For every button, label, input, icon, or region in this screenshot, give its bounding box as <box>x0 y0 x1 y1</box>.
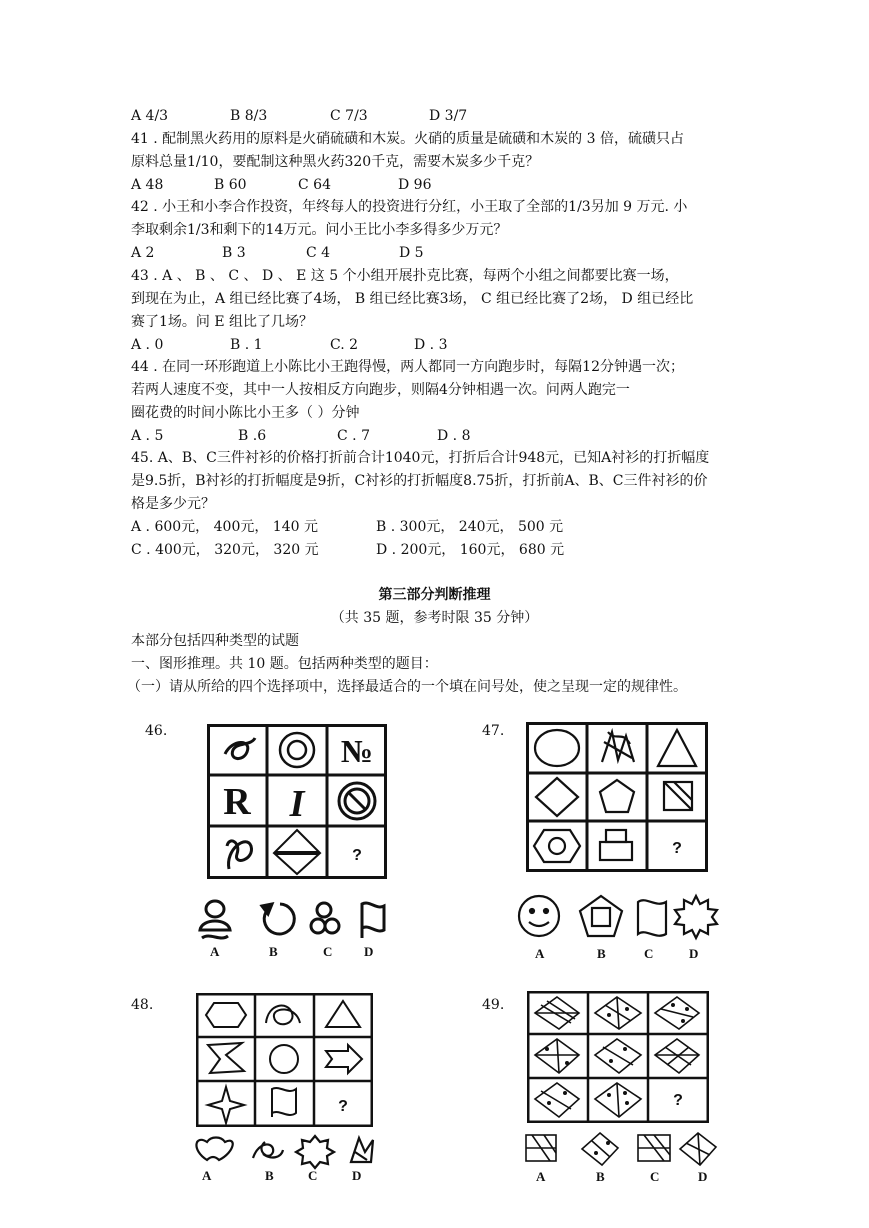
q47-number: 47. <box>482 723 505 739</box>
q49-grid <box>527 991 709 1123</box>
q48-answer-label-c: C <box>308 1168 318 1183</box>
q41-text-line2: 原料总量1/10，要配制这种黑火药320千克，需要木炭多少千克？ <box>131 154 540 170</box>
q47-triangle-shape <box>658 730 696 766</box>
q47-answer-b-pentagon <box>580 896 622 936</box>
q48-question-mark: ? <box>338 1098 348 1115</box>
q42-text-line2: 李取剩余1/3和剩下的14万元。问小王比小李多得多少万元？ <box>131 222 508 238</box>
q49-answer-label-b: B <box>596 1169 605 1184</box>
q49-tile-4 <box>535 1039 579 1073</box>
q48-answer-label-a: A <box>202 1168 212 1183</box>
q43-option-b: B . 1 <box>230 337 263 353</box>
q43-text-line3: 赛了1场。问 E 组比了几场？ <box>131 314 314 330</box>
q45-text-line2: 是9.5折，B衬衫的打折幅度是9折，C衬衫的打折幅度8.75折，打折前A、B、C三件衬衫的价 <box>131 473 708 489</box>
q45-text-line1: 45. A、B、C三件衬衫的价格打折前合计1040元，打折后合计948元，已知A衬衫的打折幅度 <box>131 450 710 466</box>
q49-tile-5 <box>595 1039 641 1073</box>
q48-zigzag-shape <box>208 1043 244 1073</box>
q47-split-square-shape <box>664 782 692 810</box>
q44-text-line3: 圈花费的时间小陈比小王多（ ）分钟 <box>131 405 360 421</box>
q40-option-c: C 7/3 <box>330 108 368 124</box>
q49-number: 49. <box>482 997 505 1013</box>
section-title: 第三部分判断推理 <box>378 587 491 603</box>
section-part1: 一、图形推理。共 10 题。包括两种类型的题目： <box>131 656 438 672</box>
q47-diamond-shape <box>536 778 578 816</box>
q48-answer-a-heart <box>196 1138 232 1161</box>
section-subtitle: （共 35 题，参考时限 35 分钟） <box>330 610 539 626</box>
q48-grid <box>196 993 373 1127</box>
q46-answers <box>190 896 400 960</box>
q46-number: 46. <box>145 723 168 739</box>
q41-option-b: B 60 <box>214 177 247 193</box>
q45-option-d: D . 200元， 160元， 680 元 <box>376 542 565 558</box>
q41-option-c: C 64 <box>298 177 331 193</box>
q46-triangles-symbol <box>275 830 319 874</box>
q43-text-line2: 到现在为止，A 组已经比赛了4场， B 组已经比赛3场， C 组已经比赛了2场， D 组已经比 <box>131 291 694 307</box>
q45-text-line3: 格是多少元？ <box>131 496 215 512</box>
q44-text-line1: 44 . 在同一环形跑道上小陈比小王跑得慢，两人都同一方向跑步时，每隔12分钟遇一次； <box>131 359 684 375</box>
q46-double-circle-symbol <box>280 733 314 767</box>
q48-answer-c-star <box>296 1136 334 1168</box>
q49-question-mark: ? <box>673 1092 683 1109</box>
q45-option-c: C . 400元， 320元， 320 元 <box>131 542 319 558</box>
q49-answer-c-tile <box>638 1135 670 1161</box>
q43-option-c: C. 2 <box>330 337 359 353</box>
q49-answer-b-tile <box>582 1133 618 1165</box>
q41-option-a: A 48 <box>131 177 164 193</box>
q40-option-b: B 8/3 <box>230 108 268 124</box>
q44-text-line2: 若两人速度不变，其中一人按相反方向跑步，则隔4分钟相遇一次。问两人跑完一 <box>131 382 630 398</box>
q49-answer-a-tile <box>526 1135 556 1161</box>
q44-option-b: B .6 <box>238 428 267 444</box>
q42-option-c: C 4 <box>306 245 331 261</box>
q47-answer-label-d: D <box>689 946 699 961</box>
q43-option-a: A . 0 <box>131 337 164 353</box>
q44-option-a: A . 5 <box>131 428 164 444</box>
q46-fraktur-i-symbol: I <box>289 783 305 825</box>
q48-hexagon-shape <box>206 1003 246 1027</box>
q49-tile-7 <box>535 1083 579 1117</box>
q40-option-a: A 4/3 <box>131 108 169 124</box>
q43-text-line1: 43 . A 、 B 、 C 、 D 、 E 这 5 个小组开展扑克比赛，每两个小组之间都要比赛一场， <box>131 268 679 284</box>
q47-ellipse-shape <box>535 730 579 766</box>
q48-flag-shape <box>272 1088 296 1117</box>
q46-answer-label-a: A <box>210 944 220 959</box>
q47-question-mark: ? <box>672 840 682 857</box>
q45-option-b: B . 300元， 240元， 500 元 <box>376 519 564 535</box>
q49-tile-2 <box>595 997 641 1029</box>
q46-question-mark: ? <box>352 847 362 864</box>
q42-option-d: D 5 <box>399 245 424 261</box>
q46-answer-label-b: B <box>269 944 278 959</box>
section-part1-sub: （一）请从所给的四个选择项中，选择最适合的一个填在问号处，使之呈现一定的规律性。 <box>127 679 687 695</box>
q49-tile-6 <box>655 1039 699 1073</box>
q49-answer-label-c: C <box>650 1169 660 1184</box>
q47-scribble-shape <box>602 732 634 762</box>
q41-text-line1: 41 . 配制黑火药用的原料是火硝硫磺和木炭。火硝的质量是硫磺和木炭的 3 倍，硫磺只占 <box>131 131 684 147</box>
q47-grid <box>526 722 708 872</box>
q44-option-d: D . 8 <box>437 428 471 444</box>
q47-pentagon-shape <box>600 780 634 812</box>
q47-answers <box>516 892 728 962</box>
q47-answer-a-smiley <box>519 896 559 936</box>
q46-numero-symbol: № <box>340 733 374 769</box>
q48-circle-shape <box>270 1045 298 1073</box>
q46-swirl-symbol <box>225 738 255 759</box>
q47-answer-label-b: B <box>597 946 606 961</box>
q42-text-line1: 42 . 小王和小李合作投资，年终每人的投资进行分红，小王取了全部的1/3另加 9 万元. 小 <box>131 199 688 215</box>
q48-star-shape <box>208 1087 244 1123</box>
q46-grid <box>207 724 387 879</box>
q48-answer-d-shape <box>351 1138 373 1162</box>
q40-option-d: D 3/7 <box>429 108 468 124</box>
q49-tile-8 <box>595 1083 641 1117</box>
q49-answer-label-a: A <box>536 1169 546 1184</box>
q47-answer-label-a: A <box>535 946 545 961</box>
q45-option-a: A . 600元， 400元， 140 元 <box>131 519 318 535</box>
q44-option-c: C . 7 <box>337 428 370 444</box>
q42-option-b: B 3 <box>222 245 246 261</box>
q47-hexagon-shape <box>534 830 580 862</box>
q49-answers <box>520 1131 720 1185</box>
q48-number: 48. <box>131 997 154 1013</box>
section-intro: 本部分包括四种类型的试题 <box>131 633 299 649</box>
q46-fraktur-r-symbol: R <box>223 781 251 823</box>
q49-answer-d-tile <box>680 1133 716 1165</box>
q41-option-d: D 96 <box>398 177 432 193</box>
q42-option-a: A 2 <box>131 245 155 261</box>
q46-script-symbol <box>227 841 251 869</box>
q46-answer-label-d: D <box>364 944 374 959</box>
q49-answer-label-d: D <box>698 1169 708 1184</box>
q43-option-d: D . 3 <box>414 337 448 353</box>
q47-stacked-rects-shape <box>600 830 632 860</box>
q47-answer-label-c: C <box>644 946 654 961</box>
q48-answer-label-b: B <box>265 1168 274 1183</box>
q49-tile-1 <box>535 997 579 1029</box>
q48-answers <box>189 1132 389 1182</box>
q48-answer-label-d: D <box>352 1168 362 1183</box>
q46-prohibition-symbol <box>339 783 375 819</box>
q48-triangle-shape <box>326 1001 360 1027</box>
q48-arrow-shape <box>326 1045 362 1073</box>
q48-scribble-shape <box>266 1006 300 1025</box>
q47-answer-c-flag <box>638 900 666 935</box>
q48-answer-b-loop <box>253 1142 283 1158</box>
q46-answer-label-c: C <box>323 944 333 959</box>
q49-tile-3 <box>655 997 699 1029</box>
q47-answer-d-star <box>675 896 717 938</box>
